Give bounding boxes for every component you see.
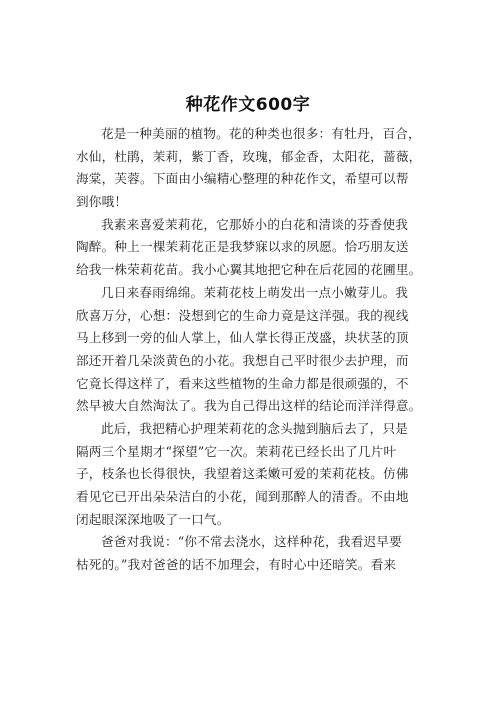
text-line: 闭起眼深深地吸了一口气。 [76, 511, 230, 527]
document-body [76, 123, 426, 577]
text-line: 部还开着几朵淡黄色的小花。我想自己平时很少去护理，而 [76, 352, 409, 368]
text-line: 枯死的。”我对爸爸的话不加理会，有时心中还暗笑。看来 [76, 557, 397, 573]
text-line: 几日来春雨绵绵。茉莉花枝上萌发出一点小嫩芽儿。我 [101, 284, 409, 300]
text-line: 然早被大自然淘汰了。我为自己得出这样的结论而洋洋得意。 [76, 398, 422, 414]
text-line: 爸爸对我说：“你不常去浇水，这样种花，我看迟早要 [101, 534, 402, 550]
text-line: 马上移到一旁的仙人掌上，仙人掌长得正茂盛，块状茎的顶 [76, 330, 409, 346]
document-title: 种花作文600字 [185, 95, 311, 115]
text-line: 海棠，芙蓉。下面由小编精心整理的种花作文，希望可以帮 [76, 171, 409, 187]
text-line: 花是一种美丽的植物。花的种类也很多：有牡丹，百合， [101, 126, 421, 141]
text-line: 欣喜万分，心想：没想到它的生命力竟是这洋强。我的视线 [76, 307, 409, 323]
text-line: 子，枝条也长得很快，我望着这柔嫩可爱的茉莉花枝。仿佛 [76, 466, 409, 482]
text-line: 我素来喜爱茉莉花，它那娇小的白花和清谈的芬香使我 [101, 216, 409, 232]
text-line: 陶醉。种上一棵茉莉花正是我梦寐以求的夙愿。恰巧朋友送 [76, 239, 409, 255]
text-line: 隔两三个星期才“探望”它一次。茉莉花已经长出了几片叶 [76, 443, 397, 459]
text-line: 水仙，杜鹃，茉莉，紫丁香，玫瑰，郁金香，太阳花，蔷薇， [76, 148, 422, 164]
text-line: 看见它已开出朵朵洁白的小花，闻到那醉人的清香。不由地 [76, 489, 409, 504]
text-line: 它竟长得这样了，看来这些植物的生命力都是很顽强的，不 [76, 375, 409, 391]
text-line: 此后，我把精心护理茉莉花的念头抛到脑后去了，只是 [101, 420, 409, 436]
text-line: 给我一株荣莉花苗。我小心翼其地把它种在后花园的花圃里。 [76, 262, 422, 278]
text-line: 到你哦！ [76, 194, 128, 210]
